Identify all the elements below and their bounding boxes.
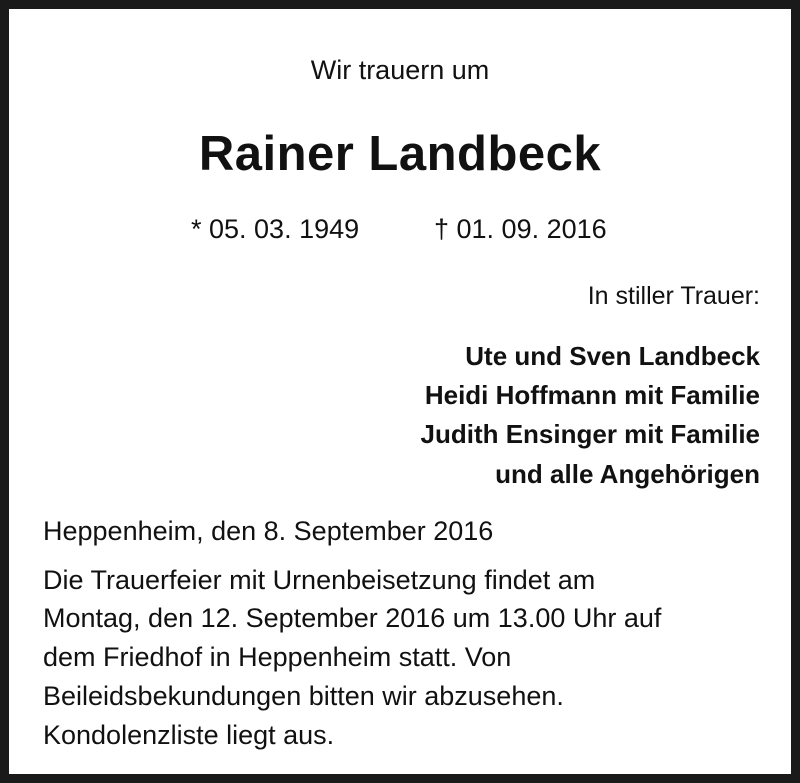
announcement-line: Die Trauerfeier mit Urnenbeisetzung findet am — [43, 565, 596, 595]
mourner-name: und alle Angehörigen — [495, 459, 760, 489]
mourner-name: Ute und Sven Landbeck — [465, 341, 760, 371]
announcement-line: dem Friedhof in Heppenheim statt. Von — [43, 642, 512, 672]
announcement-line: Beileidsbekundungen bitten wir abzusehen. — [43, 681, 564, 711]
mourning-label: In stiller Trauer: — [587, 282, 760, 310]
mourner-name: Judith Ensinger mit Familie — [420, 419, 760, 449]
death-date: † 01. 09. 2016 — [434, 214, 607, 244]
deceased-name: Rainer Landbeck — [198, 127, 602, 181]
intro-text: Wir trauern um — [310, 55, 490, 85]
mourner-name: Heidi Hoffmann mit Familie — [424, 380, 760, 410]
place-date: Heppenheim, den 8. September 2016 — [43, 516, 494, 546]
birth-date: * 05. 03. 1949 — [191, 214, 360, 244]
announcement-line: Kondolenzliste liegt aus. — [43, 720, 335, 750]
announcement-line: Montag, den 12. September 2016 um 13.00 Uhr auf — [43, 603, 662, 633]
